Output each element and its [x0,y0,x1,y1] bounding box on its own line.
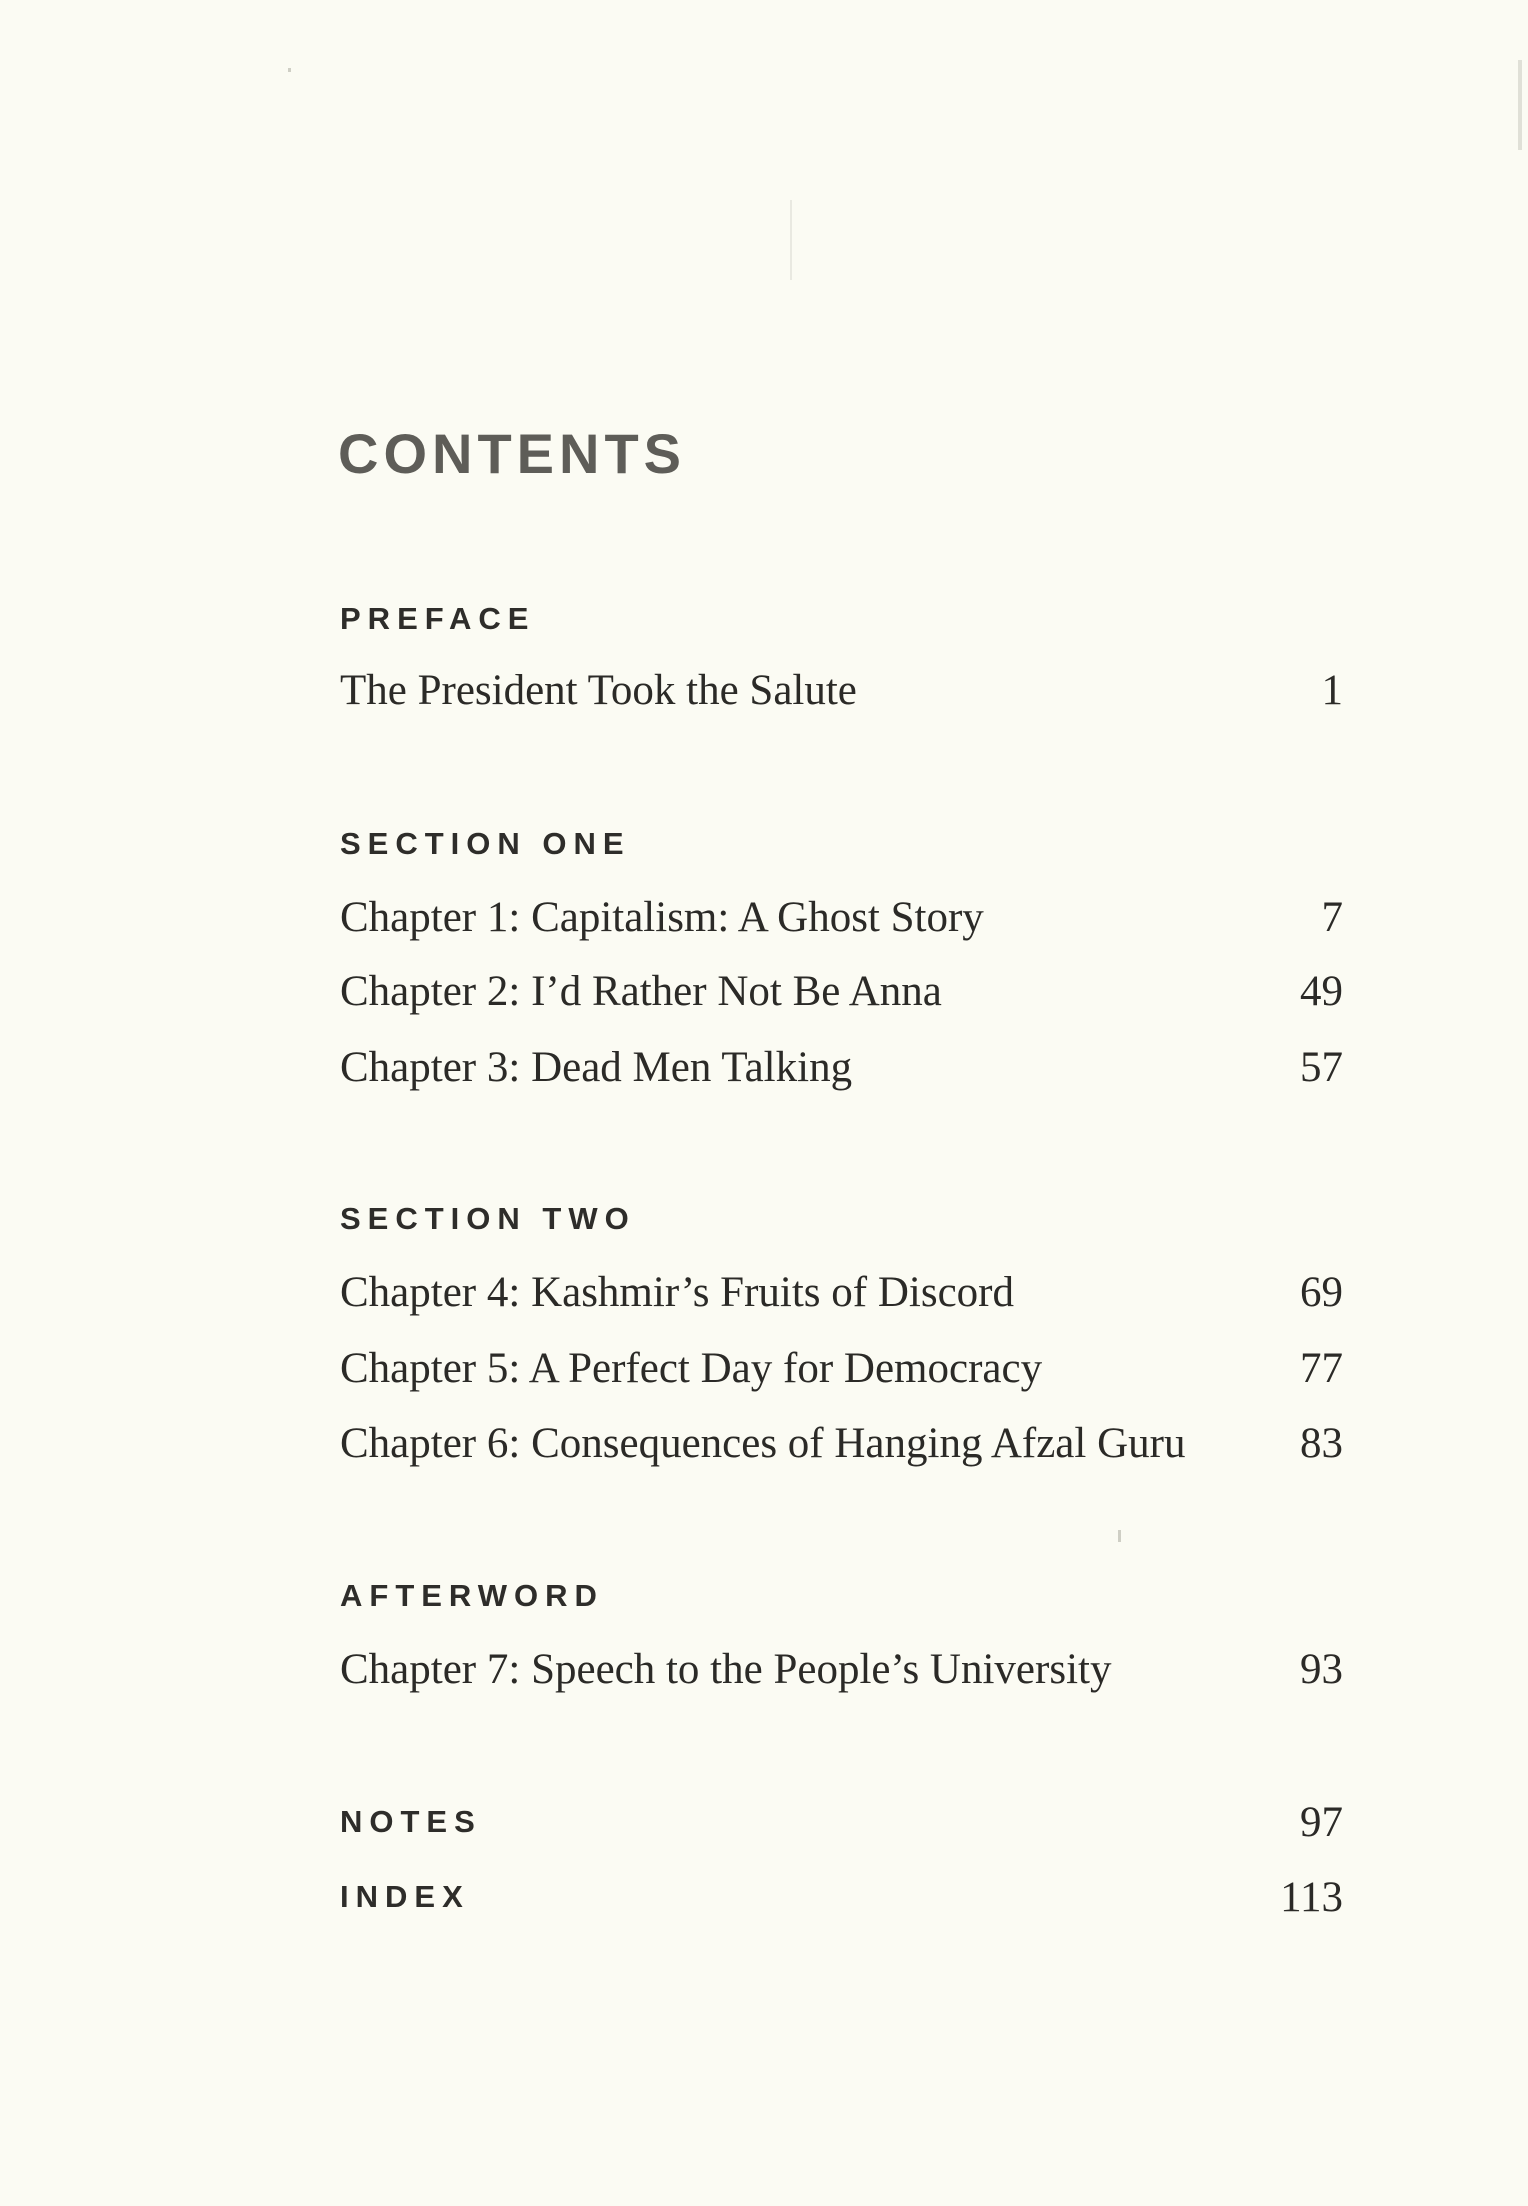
section-heading-section-two: SECTION TWO [340,1201,636,1236]
toc-entry-title[interactable]: Chapter 7: Speech to the People’s University [340,1646,1112,1693]
toc-entry-page: 57 [1300,1044,1343,1091]
toc-entry-page: 83 [1300,1420,1343,1467]
toc-entry-page: 49 [1300,968,1343,1015]
section-heading-afterword: AFTERWORD [340,1578,604,1613]
page-title: CONTENTS [338,422,686,485]
section-heading-preface: PREFACE [340,601,536,636]
scan-streak [790,200,792,280]
toc-entry-page: 1 [1321,667,1343,714]
scan-edge [1518,60,1522,150]
toc-entry-title[interactable]: Chapter 1: Capitalism: A Ghost Story [340,894,984,941]
scan-speck [1118,1530,1121,1542]
toc-entry-page: 7 [1321,894,1343,941]
toc-entry-title[interactable]: Chapter 3: Dead Men Talking [340,1044,853,1091]
toc-entry-page: 93 [1300,1646,1343,1693]
toc-entry-page: 77 [1300,1345,1343,1392]
toc-entry-page: 97 [1300,1799,1343,1846]
toc-entry-page: 69 [1300,1269,1343,1316]
toc-entry-title[interactable]: Chapter 2: I’d Rather Not Be Anna [340,968,942,1015]
section-heading-notes[interactable]: NOTES [340,1804,482,1839]
toc-entry-title[interactable]: Chapter 4: Kashmir’s Fruits of Discord [340,1269,1014,1316]
toc-entry-title[interactable]: Chapter 6: Consequences of Hanging Afzal Guru [340,1420,1186,1467]
section-heading-index[interactable]: INDEX [340,1879,470,1914]
toc-entry-title[interactable]: The President Took the Salute [340,667,857,714]
toc-entry-page: 113 [1280,1874,1343,1921]
toc-entry-title[interactable]: Chapter 5: A Perfect Day for Democracy [340,1345,1043,1392]
scan-speck [288,68,291,72]
section-heading-section-one: SECTION ONE [340,826,631,861]
